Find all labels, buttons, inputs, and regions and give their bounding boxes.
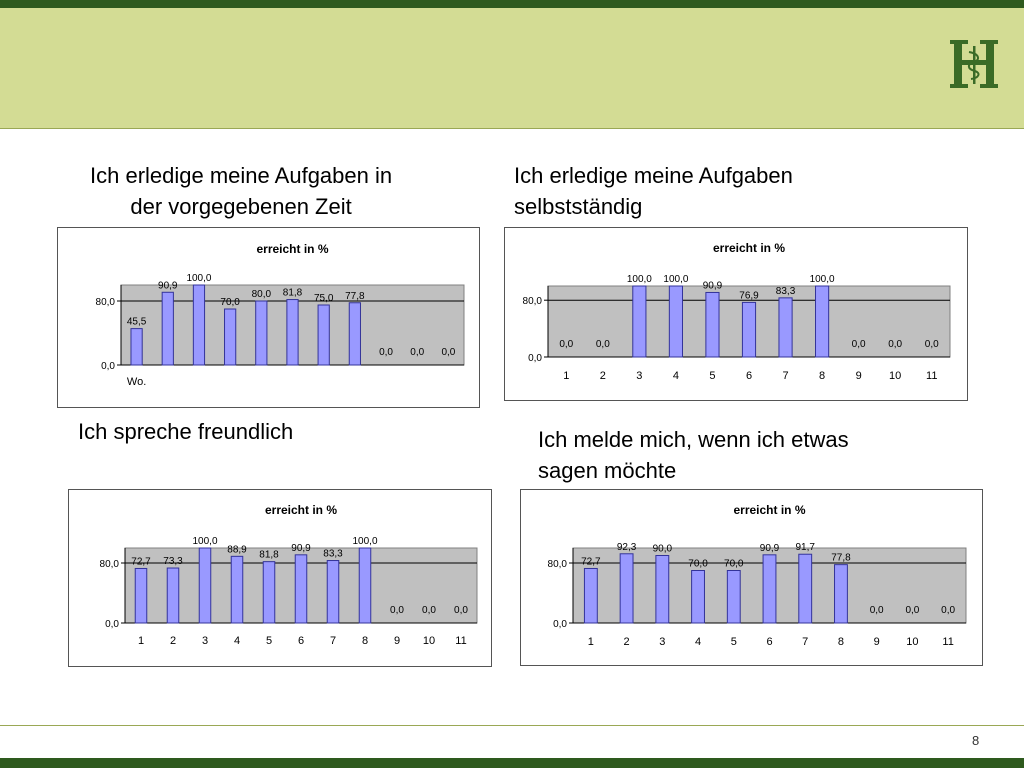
x-tick-label: 1 xyxy=(137,635,145,647)
bar xyxy=(131,329,142,365)
bar xyxy=(779,298,792,357)
bar xyxy=(162,292,173,365)
top-strip xyxy=(0,0,1024,8)
x-tick-label: 6 xyxy=(745,370,753,382)
data-label: 0,0 xyxy=(390,605,404,616)
x-tick-label: 2 xyxy=(169,635,177,647)
bar xyxy=(359,548,371,623)
data-label: 100,0 xyxy=(352,536,378,547)
x-tick-label: 11 xyxy=(926,370,938,382)
data-label: 77,8 xyxy=(831,552,851,564)
bar xyxy=(584,568,597,623)
data-label: 100,0 xyxy=(186,273,212,284)
chart-1 xyxy=(57,227,480,408)
chart-2 xyxy=(504,227,968,401)
chart-4 xyxy=(520,489,983,666)
data-label: 0,0 xyxy=(869,605,884,616)
x-tick-label: 10 xyxy=(906,636,919,648)
heading-melde xyxy=(538,424,849,486)
y-tick-label: 0,0 xyxy=(553,619,567,630)
data-label: 70,0 xyxy=(220,297,240,308)
chart-3 xyxy=(68,489,492,667)
data-label: 0,0 xyxy=(595,339,610,350)
data-label: 100,0 xyxy=(626,274,652,285)
data-label: 83,3 xyxy=(775,285,796,297)
x-tick-label: 1 xyxy=(587,636,594,648)
heading-line: sagen möchte xyxy=(538,458,677,483)
data-label: 0,0 xyxy=(924,339,939,350)
data-label: 72,7 xyxy=(581,556,601,568)
heading-zeit xyxy=(90,160,392,222)
data-label: 73,3 xyxy=(163,556,183,568)
data-label: 90,9 xyxy=(291,542,311,554)
y-tick-label: 0,0 xyxy=(528,353,542,364)
x-tick-label: 8 xyxy=(819,370,826,382)
data-label: 70,0 xyxy=(724,558,744,570)
heading-selbststaendig xyxy=(514,160,793,222)
x-tick-label: 11 xyxy=(455,635,467,647)
x-tick-label: 7 xyxy=(782,370,789,382)
bar xyxy=(727,571,740,624)
data-label: 81,8 xyxy=(282,287,303,299)
bar xyxy=(167,568,179,623)
bar xyxy=(231,556,243,623)
data-label: 0,0 xyxy=(379,347,393,358)
y-tick-label: 80,0 xyxy=(95,297,115,308)
y-tick-label: 0,0 xyxy=(105,619,119,630)
data-label: 92,3 xyxy=(616,541,637,553)
x-tick-label: 8 xyxy=(837,636,845,648)
data-label: 100,0 xyxy=(663,274,689,285)
bar xyxy=(349,303,360,365)
x-tick-label: 4 xyxy=(672,370,679,382)
page-number: 8 xyxy=(972,733,980,748)
x-tick-label: 4 xyxy=(233,635,241,647)
data-label: 0,0 xyxy=(888,339,903,350)
data-label: 0,0 xyxy=(441,347,456,358)
x-tick-label: 2 xyxy=(599,370,606,382)
x-tick-label: 3 xyxy=(659,636,666,648)
x-tick-label: 6 xyxy=(766,636,773,648)
x-tick-label: 4 xyxy=(694,636,702,648)
bar xyxy=(256,301,267,365)
bar xyxy=(633,286,646,357)
bar xyxy=(295,555,307,623)
bar xyxy=(835,565,848,623)
data-label: 100,0 xyxy=(192,536,218,547)
heading-freundlich xyxy=(78,416,293,447)
data-label: 76,9 xyxy=(739,290,759,302)
x-tick-label: 10 xyxy=(889,370,902,382)
heading-line: Ich erledige meine Aufgaben in xyxy=(90,163,393,188)
bar xyxy=(135,568,147,623)
bar xyxy=(225,309,236,365)
chart-title: erreicht in % xyxy=(256,242,329,256)
bar xyxy=(327,561,339,623)
chart-title: erreicht in % xyxy=(733,503,806,517)
chart-title: erreicht in % xyxy=(264,503,338,517)
data-label: 90,9 xyxy=(759,542,780,554)
data-label: 80,0 xyxy=(251,289,272,300)
data-label: 83,3 xyxy=(323,548,343,560)
x-tick-label: 3 xyxy=(636,370,643,382)
data-label: 72,7 xyxy=(131,556,151,568)
data-label: 0,0 xyxy=(905,605,920,616)
bar xyxy=(263,562,275,623)
data-label: 0,0 xyxy=(851,339,866,350)
data-label: 0,0 xyxy=(454,605,468,616)
bar xyxy=(799,554,812,623)
bar xyxy=(620,554,633,623)
x-tick-label: 9 xyxy=(393,635,401,647)
bar xyxy=(706,292,719,357)
x-tick-label: 11 xyxy=(942,636,954,648)
data-label: 91,7 xyxy=(795,542,815,554)
data-label: 0,0 xyxy=(941,605,956,616)
x-tick-label: 8 xyxy=(361,635,369,647)
bar xyxy=(742,302,755,357)
bar xyxy=(669,286,682,357)
x-tick-label: 5 xyxy=(265,635,273,647)
y-tick-label: 80,0 xyxy=(99,559,119,570)
x-tick-label: 5 xyxy=(709,370,716,382)
x-tick-label: 9 xyxy=(855,370,862,382)
data-label: 70,0 xyxy=(688,558,708,570)
y-tick-label: 80,0 xyxy=(522,296,542,308)
data-label: 90,0 xyxy=(652,543,673,555)
header-band xyxy=(0,8,1024,129)
x-tick-label: 1 xyxy=(563,370,570,382)
x-tick-label: 7 xyxy=(329,635,337,647)
footer-line xyxy=(0,725,1024,726)
data-label: 75,0 xyxy=(313,293,334,304)
bar xyxy=(287,300,298,365)
data-label: 0,0 xyxy=(422,605,436,616)
data-label: 81,8 xyxy=(259,549,279,561)
data-label: 90,9 xyxy=(158,280,178,292)
bar xyxy=(199,548,211,623)
heading-line: selbstständig xyxy=(514,194,643,219)
bar xyxy=(656,556,669,624)
x-tick-label: 10 xyxy=(422,635,436,647)
bar xyxy=(692,571,705,624)
x-tick-label: 7 xyxy=(802,636,809,648)
chart-title: erreicht in % xyxy=(712,241,786,255)
data-label: 0,0 xyxy=(559,339,574,350)
y-tick-label: 0,0 xyxy=(101,361,115,372)
x-tick-label: 2 xyxy=(623,636,630,648)
x-tick-label: 5 xyxy=(730,636,737,648)
bar xyxy=(318,305,329,365)
heading-line: Ich melde mich, wenn ich etwas xyxy=(538,427,849,452)
data-label: 100,0 xyxy=(809,274,835,285)
bottom-strip xyxy=(0,758,1024,768)
data-label: 77,8 xyxy=(345,290,365,302)
bar xyxy=(193,285,204,365)
heading-line: Ich erledige meine Aufgaben xyxy=(514,163,793,188)
data-label: 90,9 xyxy=(702,280,723,292)
x-tick-label: 6 xyxy=(297,635,305,647)
h-caduceus-logo-icon xyxy=(946,36,1002,92)
x-tick-label: 3 xyxy=(201,635,209,647)
x-tick-label: Wo. xyxy=(126,376,147,388)
heading-line: Ich spreche freundlich xyxy=(78,419,294,444)
heading-line: der vorgegebenen Zeit xyxy=(130,194,352,219)
data-label: 45,5 xyxy=(126,316,147,328)
data-label: 0,0 xyxy=(410,347,425,358)
bar xyxy=(816,286,829,357)
bar xyxy=(763,555,776,623)
y-tick-label: 80,0 xyxy=(547,559,567,570)
data-label: 88,9 xyxy=(227,544,247,556)
x-tick-label: 9 xyxy=(873,636,880,648)
